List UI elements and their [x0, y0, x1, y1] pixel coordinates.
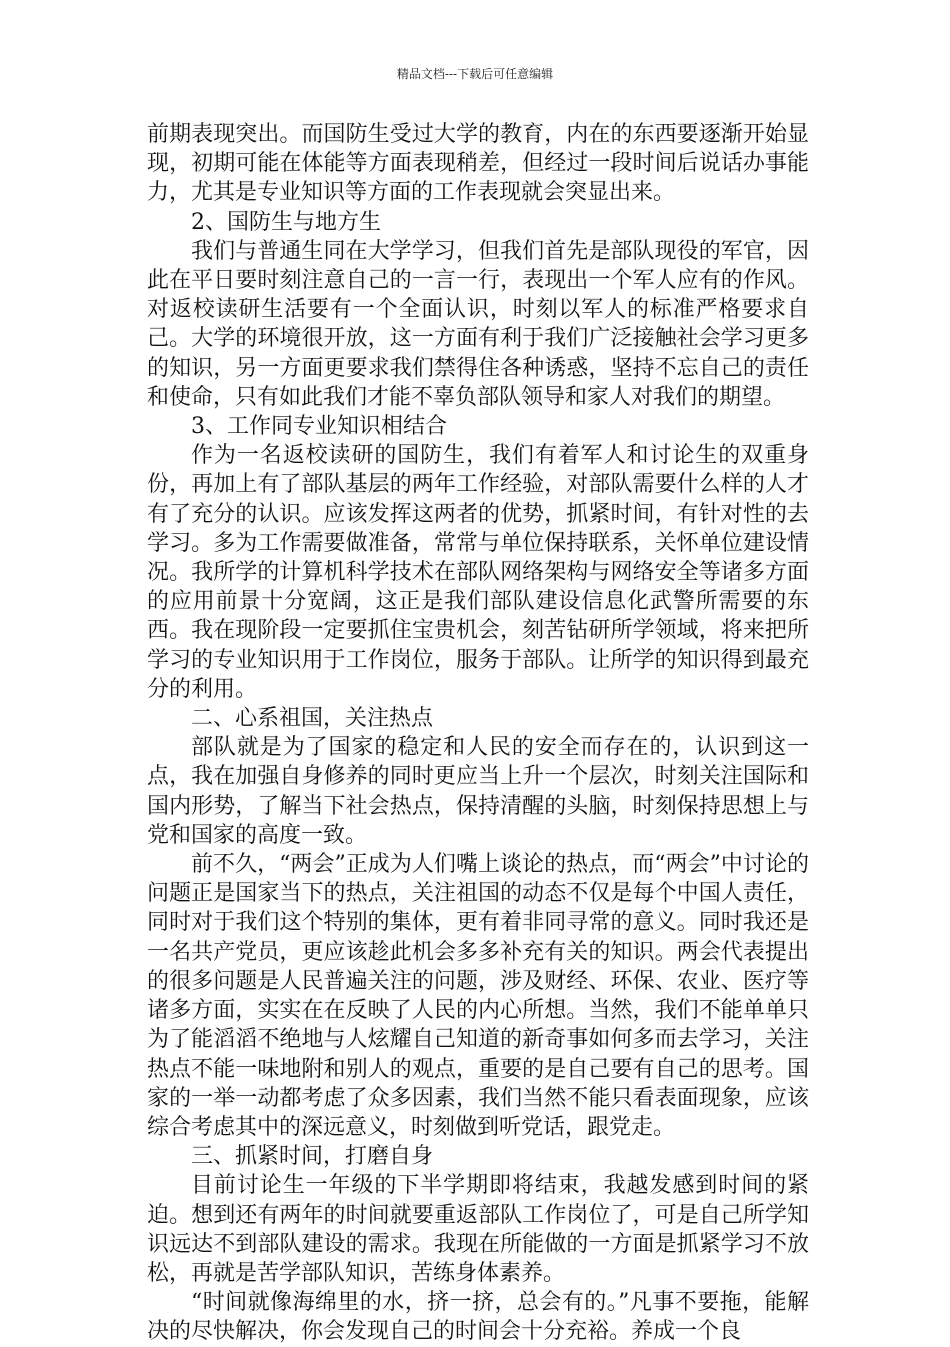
- document-body: [147, 120, 809, 1347]
- paragraph: “时间就像海绵里的水，挤一挤，总会有的。”凡事不要拖，能解决的尽快解决，你会发现自己的时间会十分充裕。养成一个良: [147, 1290, 809, 1345]
- paragraph: 部队就是为了国家的稳定和人民的安全而存在的，认识到这一点，我在加强自身修养的同时更应当上升一个层次，时刻关注国际和国内形势，了解当下社会热点，保持清醒的头脑，时刻保持思想上与党和国家的高度一致。: [147, 735, 809, 848]
- paragraph-continuation: 前期表现突出。而国防生受过大学的教育，内在的东西要逐渐开始显现，初期可能在体能等方面表现稍差，但经过一段时间后说话办事能力，尤其是专业知识等方面的工作表现就会突显出来。: [147, 122, 809, 206]
- section-heading-3: 3、工作同专业知识相结合: [191, 414, 447, 440]
- page-header: 精品文档---下载后可任意编辑: [396, 67, 554, 81]
- section-heading-2: 2、国防生与地方生: [191, 209, 381, 235]
- paragraph: 作为一名返校读研的国防生，我们有着军人和讨论生的双重身份，再加上有了部队基层的两年工作经验，对部队需要什么样的人才有了充分的认识。应该发挥这两者的优势，抓紧时间，有针对性的去学习。多为工作需要做准备，常常与单位保持联系，关怀单位建设情况。我所学的计算机科学技术在部队网络架构与网络安全等诸多方面的应用前景十分宽阔，这正是我们部队建设信息化武警所需要的东西。我在现阶段一定要抓住宝贵机会，刻苦钻研所学领域，将来把所学习的专业知识用于工作岗位，服务于部队。让所学的知识得到最充分的利用。: [147, 443, 809, 702]
- paragraph: 我们与普通生同在大学学习，但我们首先是部队现役的军官，因此在平日要时刻注意自己的一言一行，表现出一个军人应有的作风。对返校读研生活要有一个全面认识，时刻以军人的标准严格要求自己。大学的环境很开放，这一方面有利于我们广泛接触社会学习更多的知识，另一方面更要求我们禁得住各种诱惑，坚持不忘自己的责任和使命，只有如此我们才能不辜负部队领导和家人对我们的期望。: [147, 238, 809, 410]
- section-heading-three: 三、抓紧时间，打磨自身: [191, 1144, 434, 1170]
- paragraph: 目前讨论生一年级的下半学期即将结束，我越发感到时间的紧迫。想到还有两年的时间就要重返部队工作岗位了，可是自己所学知识远达不到部队建设的需求。我现在所能做的一方面是抓紧学习不放松，再就是苦学部队知识，苦练身体素养。: [147, 1173, 809, 1286]
- paragraph: 前不久，“两会”正成为人们嘴上谈论的热点，而“两会”中讨论的问题正是国家当下的热点，关注祖国的动态不仅是每个中国人责任，同时对于我们这个特别的集体，更有着非同寻常的意义。同时我还是一名共产党员，更应该趁此机会多多补充有关的知识。两会代表提出的很多问题是人民普遍关注的问题，涉及财经、环保、农业、医疗等诸多方面，实实在在反映了人民的内心所想。当然，我们不能单单只为了能滔滔不绝地与人炫耀自己知道的新奇事如何多而去学习，关注热点不能一味地附和别人的观点，重要的是自己要有自己的思考。国家的一举一动都考虑了众多因素，我们当然不能只看表面现象，应该综合考虑其中的深远意义，时刻做到听党话，跟党走。: [147, 852, 809, 1140]
- section-heading-two: 二、心系祖国，关注热点: [191, 706, 434, 732]
